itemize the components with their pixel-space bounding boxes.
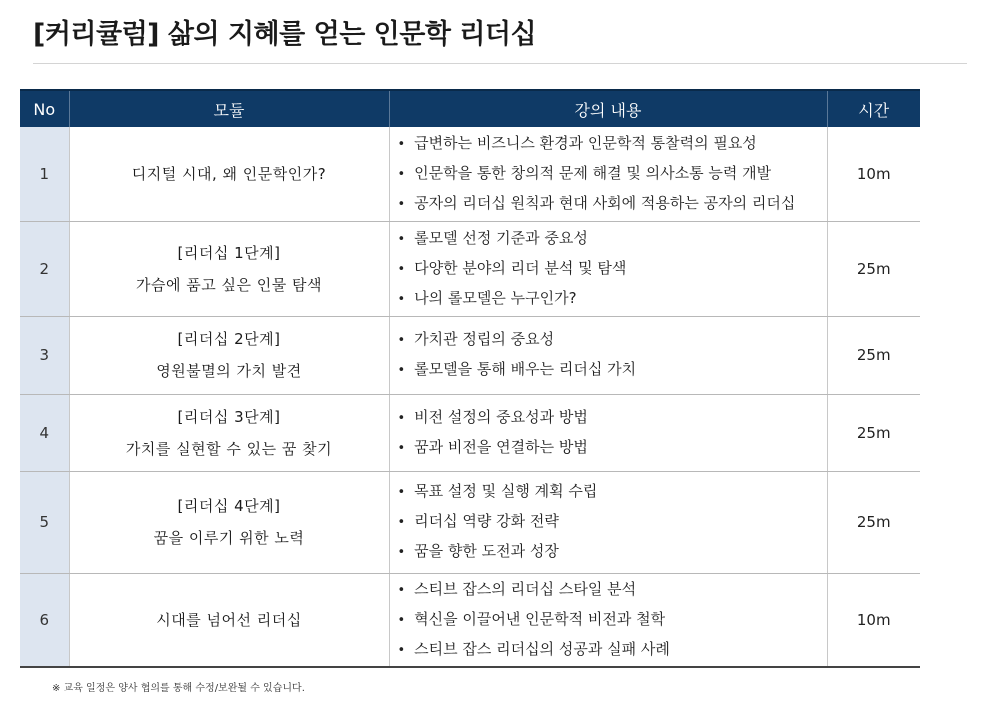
page-title: [커리큘럼] 삶의 지혜를 얻는 인문학 리더십 [33,19,537,50]
content-item: • 리더십 역량 강화 전략 [398,507,827,537]
content-cell [389,316,827,394]
module-stage: [리더십 1단계] [177,243,281,262]
row-number: 4 [20,394,69,471]
table-row [20,573,920,667]
module-title: 가치를 실현할 수 있는 꿈 찾기 [125,439,333,458]
title-divider [33,63,967,64]
time-cell: 25m [827,316,920,394]
row-number: 2 [20,221,69,316]
row-number: 5 [20,471,69,573]
curriculum-table [20,89,920,668]
module-cell [69,221,389,316]
row-number: 1 [20,127,69,221]
module-title: 가슴에 품고 싶은 인물 탐색 [136,275,322,294]
content-item: • 인문학을 통한 창의적 문제 해결 및 의사소통 능력 개발 [398,159,827,189]
content-item: • 스티브 잡스의 리더십 스타일 분석 [398,575,827,605]
module-cell [69,127,389,221]
module-title: 영원불멸의 가치 발견 [156,362,302,380]
content-item: • 공자의 리더십 원칙과 현대 사회에 적용하는 공자의 리더십 [398,189,827,219]
table-row [20,127,920,221]
content-item: • 비전 설정의 중요성과 방법 [398,403,827,433]
content-item: • 스티브 잡스 리더십의 성공과 실패 사례 [398,635,827,665]
module-cell [69,316,389,394]
content-item: • 롤모델을 통해 배우는 리더십 가치 [398,355,827,385]
table-row [20,471,920,573]
content-cell [389,221,827,316]
content-cell [389,471,827,573]
header-time: 시간 [827,90,920,127]
table-header-row [20,90,920,127]
table-row [20,394,920,471]
table-row [20,316,920,394]
time-cell: 10m [827,127,920,221]
header-no: No [20,90,69,127]
row-number: 6 [20,573,69,667]
module-title: 디지털 시대, 왜 인문학인가? [131,164,327,183]
module-stage: [리더십 2단계] [177,330,281,348]
module-stage: [리더십 3단계] [177,407,281,426]
header-module: 모듈 [69,90,389,127]
module-cell [69,394,389,471]
module-title: 시대를 넘어선 리더십 [156,610,302,629]
content-item: • 나의 롤모델은 누구인가? [398,284,827,314]
time-cell: 10m [827,573,920,667]
footnote: ※ 교육 일정은 양사 협의를 통해 수정/보완될 수 있습니다. [52,683,305,694]
content-item: • 목표 설정 및 실행 계획 수립 [398,477,827,507]
content-cell [389,394,827,471]
content-item: • 꿈을 향한 도전과 성장 [398,537,827,567]
time-cell: 25m [827,394,920,471]
table-row [20,221,920,316]
content-item: • 혁신을 이끌어낸 인문학적 비전과 철학 [398,605,827,635]
header-content: 강의 내용 [389,90,827,127]
content-cell [389,127,827,221]
content-item: • 급변하는 비즈니스 환경과 인문학적 통찰력의 필요성 [398,129,827,159]
time-cell: 25m [827,221,920,316]
module-title: 꿈을 이루기 위한 노력 [153,529,305,547]
module-cell [69,471,389,573]
content-item: • 롤모델 선정 기준과 중요성 [398,224,827,254]
row-number: 3 [20,316,69,394]
content-item: • 다양한 분야의 리더 분석 및 탐색 [398,254,827,284]
content-item: • 꿈과 비전을 연결하는 방법 [398,433,827,463]
module-stage: [리더십 4단계] [177,497,281,515]
time-cell: 25m [827,471,920,573]
module-cell [69,573,389,667]
content-item: • 가치관 정립의 중요성 [398,325,827,355]
content-cell [389,573,827,667]
